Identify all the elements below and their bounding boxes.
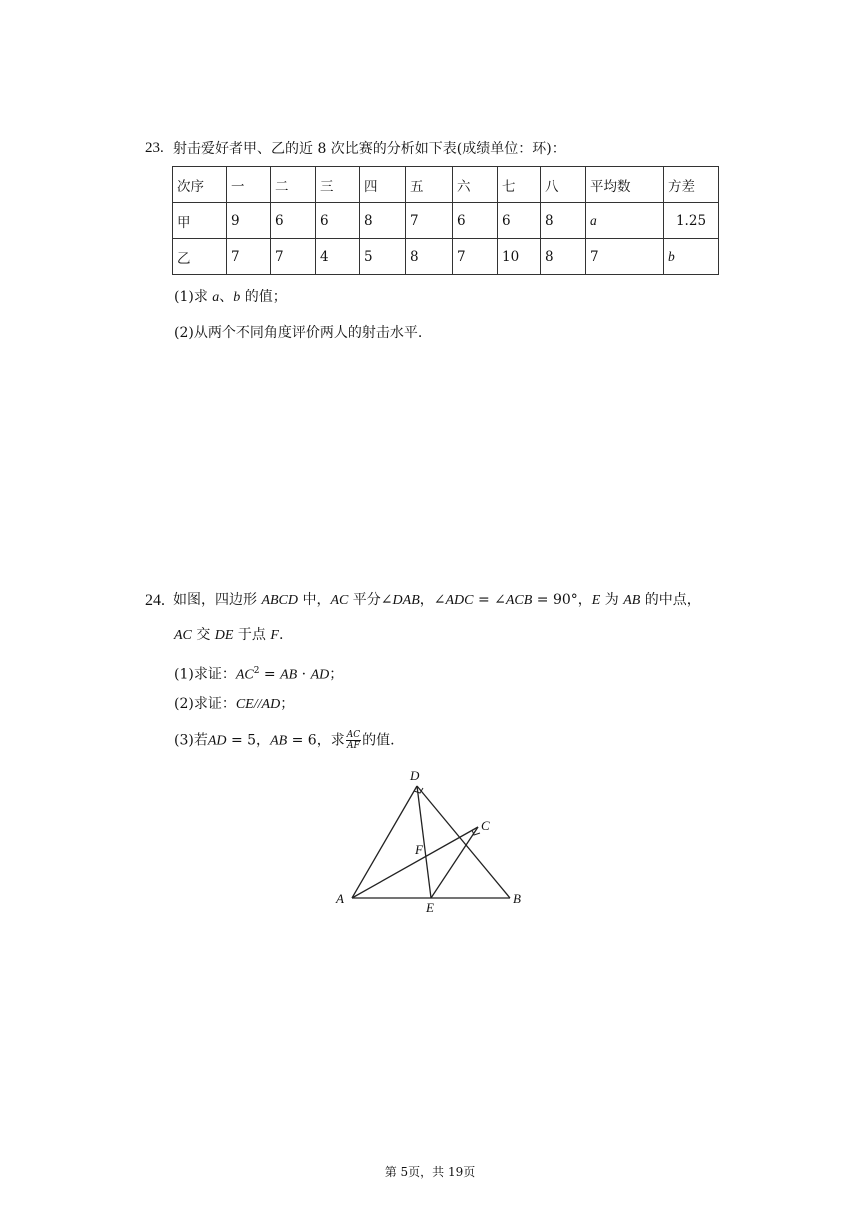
- label-a: A: [336, 891, 344, 906]
- table-cell: 8: [406, 239, 453, 275]
- table-cell: 6: [316, 203, 360, 239]
- q24-stem-line1: [173, 590, 701, 611]
- q23-number: 23.: [145, 140, 164, 156]
- fraction: [346, 730, 361, 751]
- table-cell: 5: [360, 239, 406, 275]
- segment-ac: [352, 827, 478, 898]
- table-cell: 七: [498, 167, 541, 203]
- q24-stem-line2: [174, 625, 283, 646]
- segment-ad: [352, 786, 417, 898]
- text: (1)求证：: [174, 666, 236, 683]
- label-c: C: [481, 818, 490, 833]
- text: 如图，四边形: [173, 592, 262, 608]
- table-cell: 10: [498, 239, 541, 275]
- text: = 6，求: [287, 732, 345, 749]
- text: (2)求证：: [174, 696, 236, 712]
- text: .: [278, 627, 284, 643]
- table-cell: 甲: [173, 203, 227, 239]
- table-cell: 八: [541, 167, 586, 203]
- table-cell: a: [586, 203, 664, 239]
- table-cell: 7: [227, 239, 271, 275]
- table-cell: 五: [406, 167, 453, 203]
- q24-part3: [174, 730, 395, 752]
- table-row: [173, 239, 719, 275]
- text: 的中点，: [640, 592, 701, 608]
- text: 平分∠: [348, 592, 393, 608]
- table-cell: 1.25: [664, 203, 719, 239]
- text: ，∠: [419, 592, 446, 608]
- math: AC: [174, 628, 192, 643]
- q24-number: 24.: [145, 592, 165, 609]
- text: = ∠: [473, 592, 506, 608]
- text: ·: [297, 666, 311, 683]
- math: DAB: [392, 593, 420, 608]
- math: AC: [235, 667, 254, 683]
- table-cell: 8: [541, 239, 586, 275]
- math: AD: [261, 697, 281, 712]
- var-a: a: [212, 290, 220, 305]
- table-cell: 6: [271, 203, 316, 239]
- superscript: 2: [253, 666, 260, 676]
- text: (3)若: [174, 732, 208, 749]
- text: 于点: [233, 627, 271, 643]
- table-cell: 六: [453, 167, 498, 203]
- table-cell: 四: [360, 167, 406, 203]
- score-table: [172, 166, 719, 275]
- table-cell: 7: [406, 203, 453, 239]
- text: = 5，: [226, 732, 271, 749]
- q23-part1: [174, 287, 287, 308]
- segment-ce: [431, 827, 478, 898]
- q24-part2: [174, 694, 294, 715]
- table-row: [173, 203, 719, 239]
- table-cell: 7: [271, 239, 316, 275]
- table-cell: 三: [316, 167, 360, 203]
- math: AD: [207, 733, 227, 749]
- table-cell: 方差: [664, 167, 719, 203]
- math: E: [591, 593, 601, 608]
- label-e: E: [426, 900, 434, 915]
- table-cell: b: [664, 239, 719, 275]
- text: ；: [280, 696, 295, 712]
- table-cell: 乙: [173, 239, 227, 275]
- table-cell: 平均数: [586, 167, 664, 203]
- math: //: [253, 697, 262, 712]
- math: AB: [623, 593, 641, 608]
- table-cell: 二: [271, 167, 316, 203]
- text: (1)求: [174, 289, 213, 305]
- table-cell: 8: [360, 203, 406, 239]
- text: =: [259, 666, 281, 683]
- table-cell: 7: [453, 239, 498, 275]
- fraction-denominator: AF: [347, 741, 360, 751]
- text: 的值；: [240, 289, 287, 305]
- fraction-numerator: AC: [346, 730, 361, 740]
- q23-stem: 射击爱好者甲、乙的近 8 次比赛的分析如下表(成绩单位：环)：: [173, 141, 566, 157]
- text: 、: [219, 289, 234, 305]
- table-cell: 6: [498, 203, 541, 239]
- q24-part1: [174, 661, 343, 686]
- math: ACB: [505, 593, 533, 608]
- table-cell: 8: [541, 203, 586, 239]
- table-header-row: [173, 167, 719, 203]
- text: 中，: [298, 592, 331, 608]
- math: ADC: [445, 593, 474, 608]
- text: 为: [600, 592, 624, 608]
- math: DE: [214, 628, 234, 643]
- math: AD: [310, 667, 330, 683]
- text: 交: [191, 627, 215, 643]
- text: ；: [329, 666, 344, 683]
- page-footer: 第 5页，共 19页: [384, 1165, 476, 1179]
- label-d: D: [410, 768, 420, 783]
- text: 的值.: [362, 732, 395, 749]
- math: AC: [330, 593, 349, 608]
- geometry-figure: [325, 760, 535, 920]
- table-cell: 6: [453, 203, 498, 239]
- text: = 90°，: [532, 592, 592, 608]
- math: AB: [270, 733, 288, 749]
- table-cell: 7: [586, 239, 664, 275]
- math: CE: [235, 697, 254, 712]
- table-cell: 次序: [173, 167, 227, 203]
- math: AB: [280, 667, 298, 683]
- segment-db: [417, 786, 510, 898]
- table-cell: 4: [316, 239, 360, 275]
- label-f: F: [415, 842, 423, 857]
- table-cell: 9: [227, 203, 271, 239]
- math: ABCD: [261, 593, 299, 608]
- var-b: b: [233, 290, 241, 305]
- math: F: [270, 628, 279, 643]
- table-cell: 一: [227, 167, 271, 203]
- q23-part2: (2)从两个不同角度评价两人的射击水平.: [174, 325, 423, 341]
- label-b: B: [513, 891, 521, 906]
